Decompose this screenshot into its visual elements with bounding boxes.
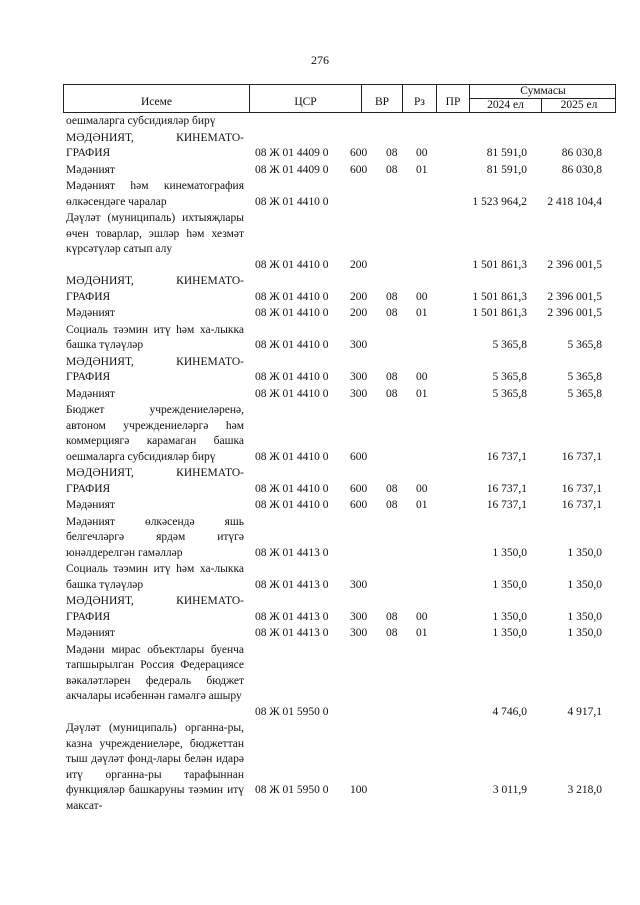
row-sum-2024: 5 365,8: [492, 371, 527, 383]
row-sum-2024: 16 737,1: [486, 482, 527, 495]
table-row: [0, 179, 640, 211]
header-year-2024: 2024 ел: [470, 98, 542, 112]
row-vr: 300: [350, 387, 368, 400]
table-row: [0, 387, 640, 404]
row-csr: 08 Ж 01 4409 0: [255, 163, 329, 176]
row-vr: 200: [350, 258, 368, 271]
row-vr: 300: [350, 627, 368, 639]
table-row: [0, 721, 640, 812]
table-row: [0, 562, 640, 594]
header-sums-label: Суммасы: [470, 85, 616, 99]
row-vr: 100: [350, 784, 368, 796]
row-vr: 300: [350, 610, 368, 623]
row-csr: 08 Ж 01 4410 0: [255, 258, 329, 271]
row-pr: 01: [416, 307, 428, 319]
row-name: Социаль тәэмин итү һәм ха-лыкка башка түләүләр: [66, 323, 244, 351]
row-rz: 08: [386, 290, 398, 303]
row-sum-2024: 81 591,0: [486, 147, 527, 159]
row-sum-2024: 16 737,1: [486, 499, 527, 511]
row-sum-2025: 1 350,0: [567, 627, 602, 639]
table-row: [0, 323, 640, 355]
row-name: оешмаларга субсидияләр бирү: [66, 115, 216, 127]
table-row: [0, 498, 640, 515]
row-name: МӘДӘНИЯТ, КИНЕМАТО-ГРАФИЯ: [66, 467, 244, 495]
table-row: [0, 403, 640, 466]
row-sum-2025: 1 350,0: [567, 546, 602, 559]
row-sum-2024: 16 737,1: [486, 450, 527, 463]
row-pr: 01: [416, 499, 428, 511]
row-csr: 08 Ж 01 4410 0: [255, 387, 329, 400]
row-name: Мәдәният һәм кинематография өлкәсендәге чаралар: [66, 180, 244, 208]
row-sum-2024: 1 523 964,2: [472, 195, 527, 208]
row-csr: 08 Ж 01 4410 0: [255, 307, 329, 319]
row-vr: 300: [350, 578, 368, 591]
row-name: Социаль тәэмин итү һәм ха-лыкка башка түләүләр: [66, 563, 244, 591]
row-sum-2024: 81 591,0: [486, 163, 527, 176]
row-rz: 08: [386, 147, 398, 159]
table-row: [0, 211, 640, 274]
row-pr: 00: [416, 290, 428, 303]
row-name: МӘДӘНИЯТ, КИНЕМАТО-ГРАФИЯ: [66, 275, 244, 303]
table-row: [0, 163, 640, 180]
row-csr: 08 Ж 01 4410 0: [255, 195, 329, 208]
row-csr: 08 Ж 01 4410 0: [255, 339, 329, 351]
row-vr: 600: [350, 482, 368, 495]
row-sum-2024: 1 350,0: [492, 546, 527, 559]
row-csr: 08 Ж 01 4410 0: [255, 450, 329, 463]
row-name: Мәдәният: [66, 627, 115, 639]
row-sum-2025: 86 030,8: [561, 163, 602, 176]
row-csr: 08 Ж 01 4410 0: [255, 482, 329, 495]
row-name: МӘДӘНИЯТ, КИНЕМАТО-ГРАФИЯ: [66, 355, 244, 383]
row-sum-2024: 1 501 861,3: [472, 258, 527, 271]
row-rz: 08: [386, 482, 398, 495]
row-csr: 08 Ж 01 4413 0: [255, 610, 329, 623]
row-rz: 08: [386, 307, 398, 319]
row-name: Дәүләт (муниципаль) ихтыяҗлары өчен товарлар, эшләр һәм хезмәт күрсәтүләр сатып алу: [66, 212, 244, 255]
table-row: [0, 274, 640, 306]
table-row: [0, 114, 640, 131]
row-pr: 01: [416, 387, 428, 400]
row-csr: 08 Ж 01 5950 0: [255, 705, 329, 718]
row-name: Бюджет учреждениеләренә, автоном учреждениеләргә һәм коммерциягә карамаган башка оешмаларга субсидияләр бирү: [66, 404, 244, 463]
page-number: 276: [311, 53, 329, 67]
row-sum-2024: 4 746,0: [492, 705, 527, 718]
row-rz: 08: [386, 499, 398, 511]
header-sums: [470, 85, 617, 112]
row-csr: 08 Ж 01 4409 0: [255, 147, 329, 159]
row-sum-2024: 5 365,8: [492, 387, 527, 400]
row-pr: 00: [416, 482, 428, 495]
row-csr: 08 Ж 01 4410 0: [255, 499, 329, 511]
row-vr: 200: [350, 290, 368, 303]
row-sum-2025: 2 396 001,5: [547, 290, 602, 303]
header-rz: Рз: [403, 85, 437, 112]
row-sum-2024: 1 350,0: [492, 627, 527, 639]
table-row: [0, 466, 640, 498]
row-sum-2025: 16 737,1: [561, 482, 602, 495]
row-vr: 600: [350, 163, 368, 176]
row-name: Мәдәният: [66, 163, 115, 176]
row-sum-2025: 4 917,1: [567, 705, 602, 718]
row-sum-2025: 1 350,0: [567, 578, 602, 591]
table-row: [0, 594, 640, 626]
row-csr: 08 Ж 01 4413 0: [255, 578, 329, 591]
row-rz: 08: [386, 387, 398, 400]
row-vr: 300: [350, 371, 368, 383]
row-sum-2025: 86 030,8: [561, 147, 602, 159]
table-row: [0, 355, 640, 387]
header-year-2025: 2025 ел: [560, 99, 598, 111]
row-vr: 200: [350, 307, 368, 319]
row-name: Мәдәният өлкәсендә яшь белгечләргә ярдәм итүгә юнәлдерелгән гамәлләр: [66, 515, 244, 559]
table-row: [0, 643, 640, 722]
row-sum-2025: 3 218,0: [567, 784, 602, 796]
row-name: МӘДӘНИЯТ, КИНЕМАТО-ГРАФИЯ: [66, 595, 244, 623]
table-row: [0, 306, 640, 323]
row-csr: 08 Ж 01 4410 0: [255, 371, 329, 383]
row-vr: 300: [350, 339, 368, 351]
row-pr: 00: [416, 371, 428, 383]
row-name: Мәдәният: [66, 307, 115, 319]
row-sum-2025: 5 365,8: [567, 339, 602, 351]
row-vr: 600: [350, 450, 368, 463]
row-sum-2025: 1 350,0: [567, 610, 602, 623]
row-sum-2025: 2 396 001,5: [547, 307, 602, 319]
row-pr: 00: [416, 610, 428, 623]
row-sum-2024: 5 365,8: [492, 339, 527, 351]
row-sum-2025: 2 418 104,4: [547, 195, 602, 208]
row-sum-2025: 5 365,8: [567, 371, 602, 383]
row-csr: 08 Ж 01 4410 0: [255, 290, 329, 303]
header-name: Исеме: [64, 85, 250, 112]
header-pr: ПР: [437, 85, 470, 112]
row-sum-2025: 2 396 001,5: [547, 258, 602, 271]
row-sum-2024: 1 350,0: [492, 610, 527, 623]
row-sum-2024: 1 350,0: [492, 578, 527, 591]
row-sum-2025: 16 737,1: [561, 450, 602, 463]
row-sum-2024: 1 501 861,3: [472, 290, 527, 303]
row-sum-2025: 16 737,1: [561, 499, 602, 511]
row-name: Мәдәният: [66, 387, 115, 400]
row-vr: 600: [350, 499, 368, 511]
row-csr: 08 Ж 01 5950 0: [255, 784, 329, 796]
row-rz: 08: [386, 627, 398, 639]
row-csr: 08 Ж 01 4413 0: [255, 546, 329, 559]
row-sum-2025: 5 365,8: [567, 387, 602, 400]
row-pr: 00: [416, 147, 428, 159]
row-csr: 08 Ж 01 4413 0: [255, 627, 329, 639]
row-pr: 01: [416, 627, 428, 639]
row-rz: 08: [386, 163, 398, 176]
row-sum-2024: 1 501 861,3: [472, 307, 527, 319]
row-name: Дәүләт (муниципаль) органна-ры, казна учреждениеләре, бюджеттан тыш дәүләт фонд-лары белән идарә итү органна-ры тарафыннан функцияләр башкаруны тәэмин итү максат-: [66, 722, 244, 812]
header-csr: ЦСР: [250, 85, 362, 112]
table-row: [0, 626, 640, 643]
row-pr: 01: [416, 163, 428, 176]
row-vr: 600: [350, 147, 368, 159]
table-header: [63, 84, 616, 113]
table-row: [0, 515, 640, 563]
row-name: МӘДӘНИЯТ, КИНЕМАТО-ГРАФИЯ: [66, 131, 244, 159]
row-name: Мәдәни мирас объектлары буенча тапшырылган Россия Федерациясе вәкаләтләрен федераль бюджет акчалары исәбеннән гамәлгә ашыру: [66, 643, 244, 702]
row-rz: 08: [386, 371, 398, 383]
header-vr: ВР: [362, 85, 403, 112]
row-name: Мәдәният: [66, 499, 115, 511]
row-sum-2024: 3 011,9: [492, 784, 527, 796]
row-rz: 08: [386, 610, 398, 623]
table-row: [0, 131, 640, 163]
table-body: [0, 114, 640, 812]
